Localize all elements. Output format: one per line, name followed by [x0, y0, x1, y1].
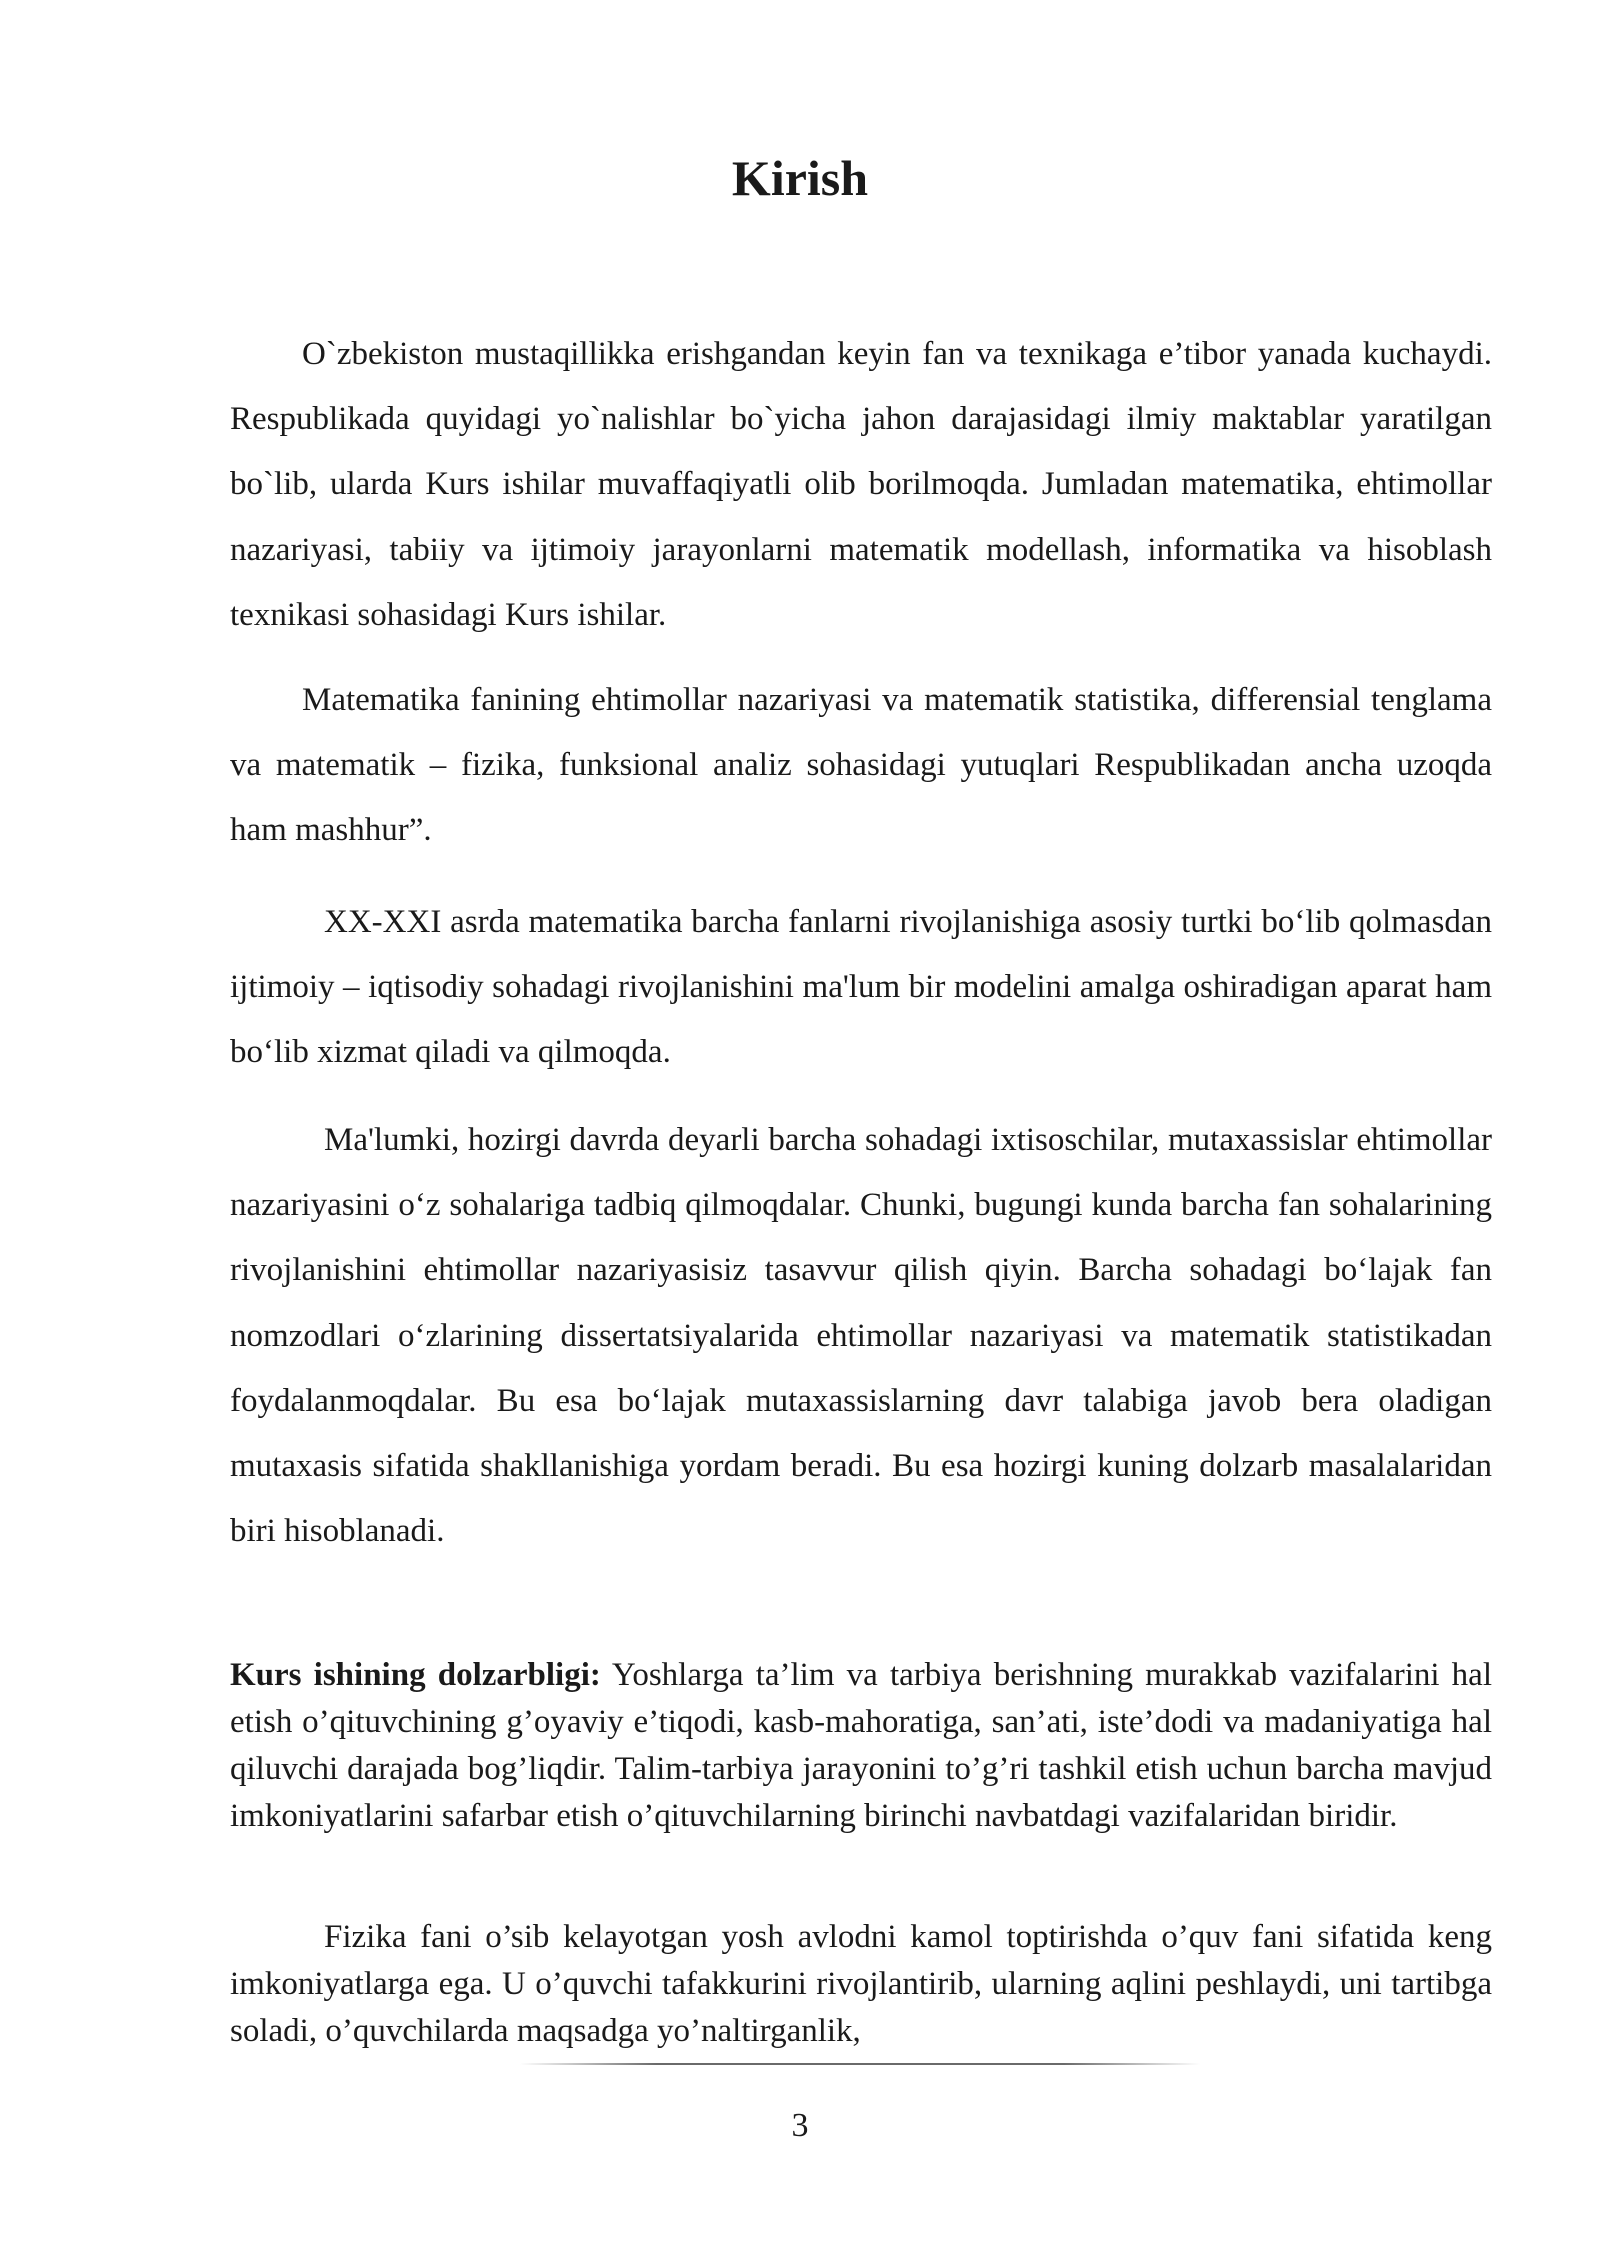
paragraph-century: XX-XXI asrda matematika barcha fanlarni rivojlanishiga asosiy turtki bo‘lib qolmasdan ijtimoiy – iqtisodiy sohadagi rivojlanishini ma'lum bir modelini amalga oshiradigan aparat ham bo‘lib xizmat qiladi va qilmoqda.: [230, 904, 1492, 1071]
page-title: Kirish: [731, 150, 869, 206]
paragraph-intro: O`zbekiston mustaqillikka erishgandan keyin fan va texnikaga e’tibor yanada kuchaydi. Respublikada quyidagi yo`nalishlar bo`yicha jahon darajasidagi ilmiy maktablar yaratilgan bo`lib, ularda Kurs ishilar muvaffaqiyatli olib borilmoqda. Jumladan matematika, ehtimollar nazariyasi, tabiiy va ijtimoiy jarayonlarni matematik modellash, informatika va hisoblash texnikasi sohasidagi Kurs ishilar.: [230, 336, 1492, 633]
page-number: 3: [791, 2107, 809, 2144]
paragraph-specialists: Ma'lumki, hozirgi davrda deyarli barcha sohadagi ixtisoschilar, mutaxassislar ehtimollar nazariyasini o‘z sohalariga tadbiq qilmoqdalar. Chunki, bugungi kunda barcha fan sohalarining rivojlanishini ehtimollar nazariyasisiz tasavvur qilish qiyin. Barcha sohadagi bo‘lajak fan nomzodlari o‘zlarining dissertatsiyalarida ehtimollar nazariyasi va matematik statistikadan foydalanmoqdalar. Bu esa bo‘lajak mutaxassislarning davr talabiga javob bera oladigan mutaxasis sifatida shakllanishiga yordam beradi. Bu esa hozirgi kuning dolzarb masalalaridan biri hisoblanadi.: [230, 1122, 1492, 1550]
relevance-heading: Kurs ishining dolzarbligi:: [230, 1657, 601, 1693]
footer-divider: [520, 2063, 1200, 2065]
paragraph-mathematics: Matematika fanining ehtimollar nazariyasi va matematik statistika, differensial tenglama va matematik – fizika, funksional analiz sohasidagi yutuqlari Respublikadan ancha uzoqda ham mashhur”.: [230, 682, 1492, 849]
paragraph-physics: Fizika fani o’sib kelayotgan yosh avlodni kamol toptirishda o’quv fani sifatida keng imkoniyatlarga ega. U o’quvchi tafakkurini rivojlantirib, ularning aqlini peshlaydi, uni tartibga soladi, o’quvchilarda maqsadga yo’naltirganlik,: [230, 1919, 1492, 2049]
paragraph-relevance: [230, 1652, 1492, 1840]
relevance-text: Yoshlarga ta’lim va tarbiya berishning murakkab vazifalarini hal etish o’qituvchining g’oyaviy e’tiqodi, kasb-mahoratiga, san’ati, iste’dodi va madaniyatiga hal qiluvchi darajada bog’liqdir. Talim-tarbiya jarayonini to’g’ri tashkil etish uchun barcha mavjud imkoniyatlarini safarbar etish o’qituvchilarning birinchi navbatdagi vazifalaridan biridir.: [230, 1657, 1492, 1834]
